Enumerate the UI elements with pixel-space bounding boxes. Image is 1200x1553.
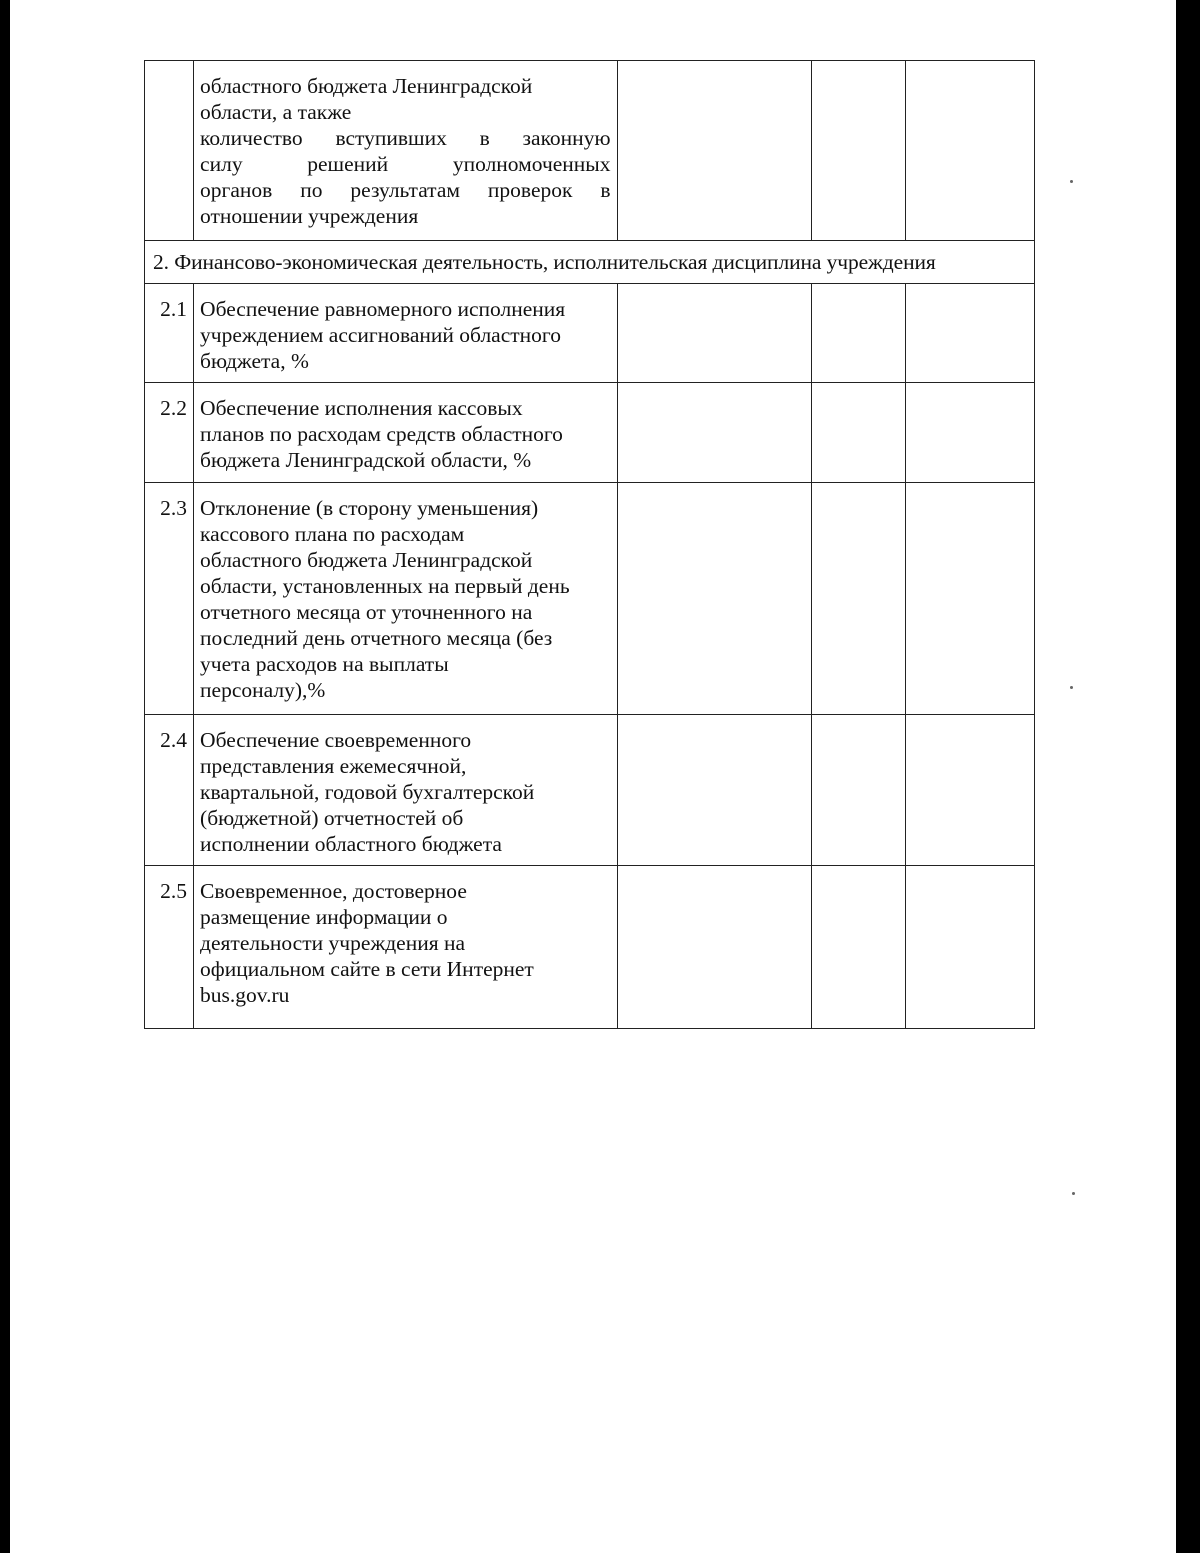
table-row-continuation: [145, 61, 1035, 241]
criterion-line: планов по расходам средств областного: [200, 422, 563, 446]
section-heading-row: [145, 241, 1035, 284]
value-cell: [905, 383, 1034, 483]
criterion-text-cell: [194, 284, 617, 383]
criterion-line: Обеспечение равномерного исполнения: [200, 297, 566, 321]
scan-border-right: [1176, 0, 1200, 1553]
value-cell: [811, 61, 905, 241]
criterion-line: Отклонение (в сторону уменьшения): [200, 496, 539, 520]
value-cell: [905, 284, 1034, 383]
criterion-line: отношении учреждения: [200, 204, 419, 228]
value-cell: [811, 715, 905, 866]
criterion-line: Обеспечение исполнения кассовых: [200, 396, 523, 420]
table-row: [145, 383, 1035, 483]
value-cell: [905, 61, 1034, 241]
criterion-line: официальном сайте в сети Интернет: [200, 957, 534, 981]
criterion-line: (бюджетной) отчетностей об: [200, 806, 464, 830]
criterion-line: bus.gov.ru: [200, 983, 290, 1007]
value-cell: [905, 483, 1034, 715]
value-cell: [617, 383, 811, 483]
criterion-line: органов по результатам проверок в: [200, 178, 611, 202]
criterion-text-cell: [194, 715, 617, 866]
table-row: [145, 483, 1035, 715]
criterion-line: квартальной, годовой бухгалтерской: [200, 780, 535, 804]
criterion-line: бюджета Ленинградской области, %: [200, 448, 532, 472]
scan-speck: [1070, 180, 1073, 183]
criterion-line: представления ежемесячной,: [200, 754, 467, 778]
criterion-line: последний день отчетного месяца (без: [200, 626, 553, 650]
criterion-text-cell: [194, 866, 617, 1029]
scan-speck: [1070, 686, 1073, 689]
value-cell: [905, 715, 1034, 866]
criterion-line: кассового плана по расходам: [200, 522, 465, 546]
value-cell: [617, 866, 811, 1029]
criterion-line: областного бюджета Ленинградской: [200, 74, 533, 98]
table-row: [145, 715, 1035, 866]
criterion-line: персоналу),%: [200, 678, 326, 702]
criterion-line: Обеспечение своевременного: [200, 728, 472, 752]
row-number: 2.2: [145, 383, 194, 483]
criterion-line: учета расходов на выплаты: [200, 652, 449, 676]
value-cell: [617, 715, 811, 866]
value-cell: [811, 284, 905, 383]
row-number: 2.3: [145, 483, 194, 715]
num-cell: [145, 61, 194, 241]
scan-border-left: [0, 0, 10, 1553]
criterion-line: силу решений уполномоченных: [200, 152, 611, 176]
value-cell: [617, 483, 811, 715]
criterion-line: учреждением ассигнований областного: [200, 323, 561, 347]
criterion-line: бюджета, %: [200, 349, 309, 373]
criterion-line: области, установленных на первый день: [200, 574, 570, 598]
evaluation-table: [144, 60, 1035, 1029]
value-cell: [811, 866, 905, 1029]
criterion-line: исполнении областного бюджета: [200, 832, 502, 856]
criterion-text-cell: [194, 483, 617, 715]
value-cell: [811, 483, 905, 715]
criterion-text-cell: [194, 383, 617, 483]
criterion-line: отчетного месяца от уточненного на: [200, 600, 533, 624]
criterion-line: деятельности учреждения на: [200, 931, 466, 955]
value-cell: [617, 284, 811, 383]
row-number: 2.1: [145, 284, 194, 383]
value-cell: [617, 61, 811, 241]
section-heading: 2. Финансово-экономическая деятельность, исполнительская дисциплина учреждения: [145, 241, 1035, 284]
table-row: [145, 284, 1035, 383]
row-number: 2.4: [145, 715, 194, 866]
scan-speck: [1072, 1192, 1075, 1195]
criterion-line: области, а также: [200, 100, 352, 124]
value-cell: [905, 866, 1034, 1029]
criterion-line: количество вступивших в законную: [200, 126, 611, 150]
criterion-line: Своевременное, достоверное: [200, 879, 467, 903]
row-number: 2.5: [145, 866, 194, 1029]
table-row: [145, 866, 1035, 1029]
criterion-line: размещение информации о: [200, 905, 448, 929]
value-cell: [811, 383, 905, 483]
criterion-text-cell: [194, 61, 617, 241]
criterion-line: областного бюджета Ленинградской: [200, 548, 533, 572]
